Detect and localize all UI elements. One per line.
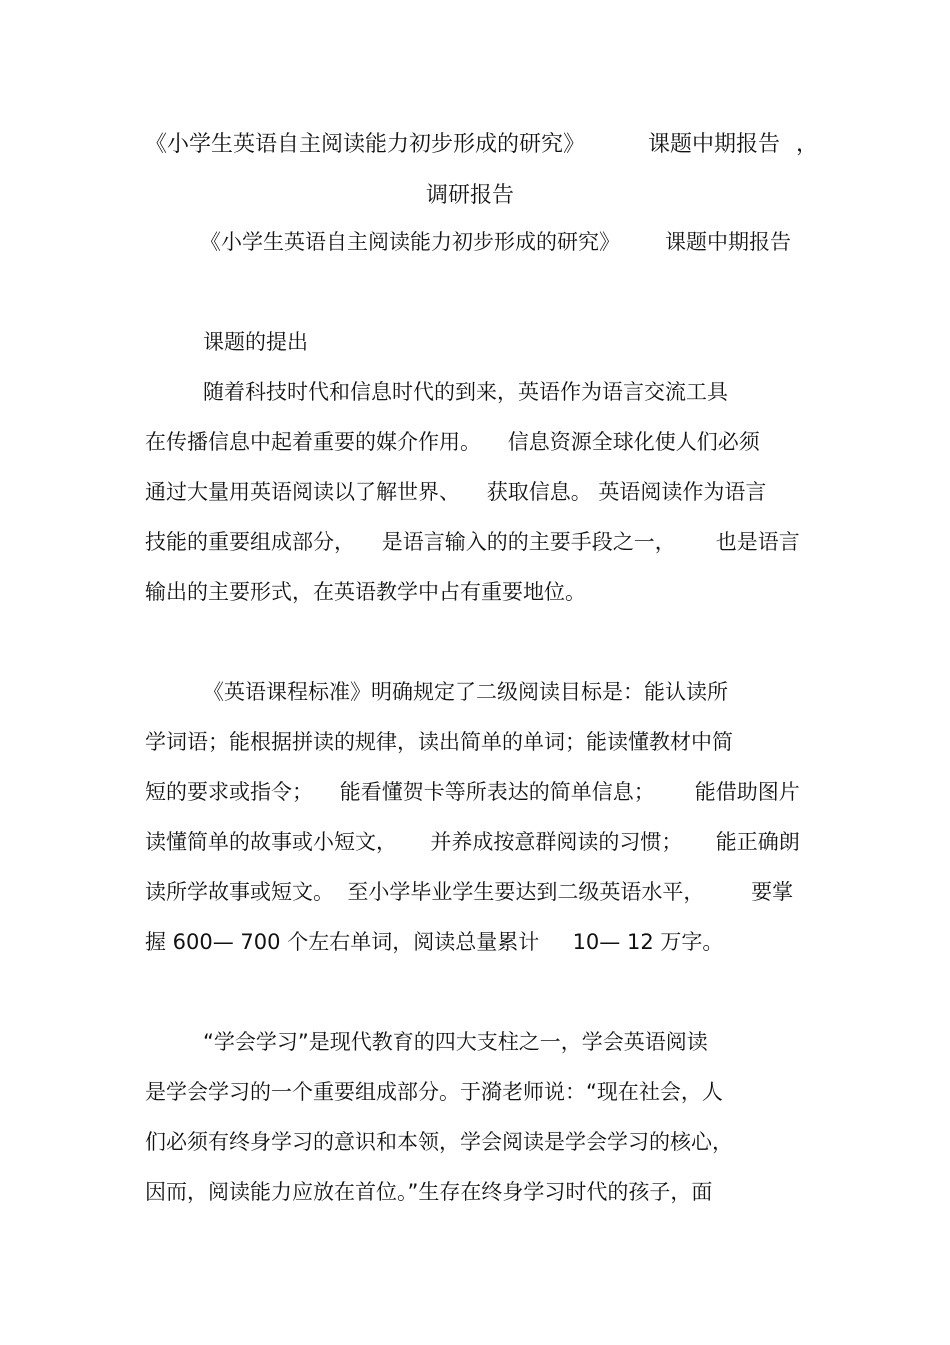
document-title-part1: 《小学生英语自主阅读能力初步形成的研究》 [145, 132, 586, 157]
paragraph-3-line: 因而，阅读能力应放在首位。”生存在终身学习时代的孩子，面 [145, 1180, 713, 1204]
paragraph-2-line: 读懂简单的故事或小短文， 并养成按意群阅读的习惯； 能正确朗 [145, 830, 800, 854]
paragraph-3-line: 们必须有终身学习的意识和本领，学会阅读是学会学习的核心， [145, 1130, 733, 1154]
document-title-subtitle: 调研报告 [426, 183, 515, 208]
section-heading: 课题的提出 [203, 330, 308, 354]
document-title-comma: ， [796, 132, 819, 157]
paragraph-1-line: 随着科技时代和信息时代的到来，英语作为语言交流工具 [203, 380, 728, 404]
document-title-part2: 课题中期报告 [648, 132, 781, 157]
paragraph-3-line: 是学会学习的一个重要组成部分。于漪老师说：“现在社会，人 [145, 1080, 723, 1104]
paragraph-3-line: “学会学习”是现代教育的四大支柱之一，学会英语阅读 [203, 1030, 708, 1054]
paragraph-2-line: 《英语课程标准》明确规定了二级阅读目标是：能认读所 [203, 680, 728, 704]
document-heading-part2: 课题中期报告 [665, 230, 791, 254]
paragraph-1-line: 在传播信息中起着重要的媒介作用。 信息资源全球化使人们必须 [145, 430, 760, 454]
paragraph-2-line: 读所学故事或短文。 至小学毕业学生要达到二级英语水平， 要掌 [145, 880, 794, 904]
paragraph-2-line: 握 600— 700 个左右单词，阅读总量累计 10— 12 万字。 [145, 930, 724, 954]
paragraph-1-line: 技能的重要组成部分， 是语言输入的的主要手段之一， 也是语言 [145, 530, 800, 554]
paragraph-2-line: 短的要求或指令； 能看懂贺卡等所表达的简单信息； 能借助图片 [145, 780, 800, 804]
document-heading-part1: 《小学生英语自主阅读能力初步形成的研究》 [200, 230, 620, 254]
paragraph-2-line: 学词语；能根据拼读的规律，读出简单的单词；能读懂教材中简 [145, 730, 733, 754]
paragraph-1-line: 输出的主要形式，在英语教学中占有重要地位。 [145, 580, 586, 604]
paragraph-1-line: 通过大量用英语阅读以了解世界、 获取信息。 英语阅读作为语言 [145, 480, 767, 504]
